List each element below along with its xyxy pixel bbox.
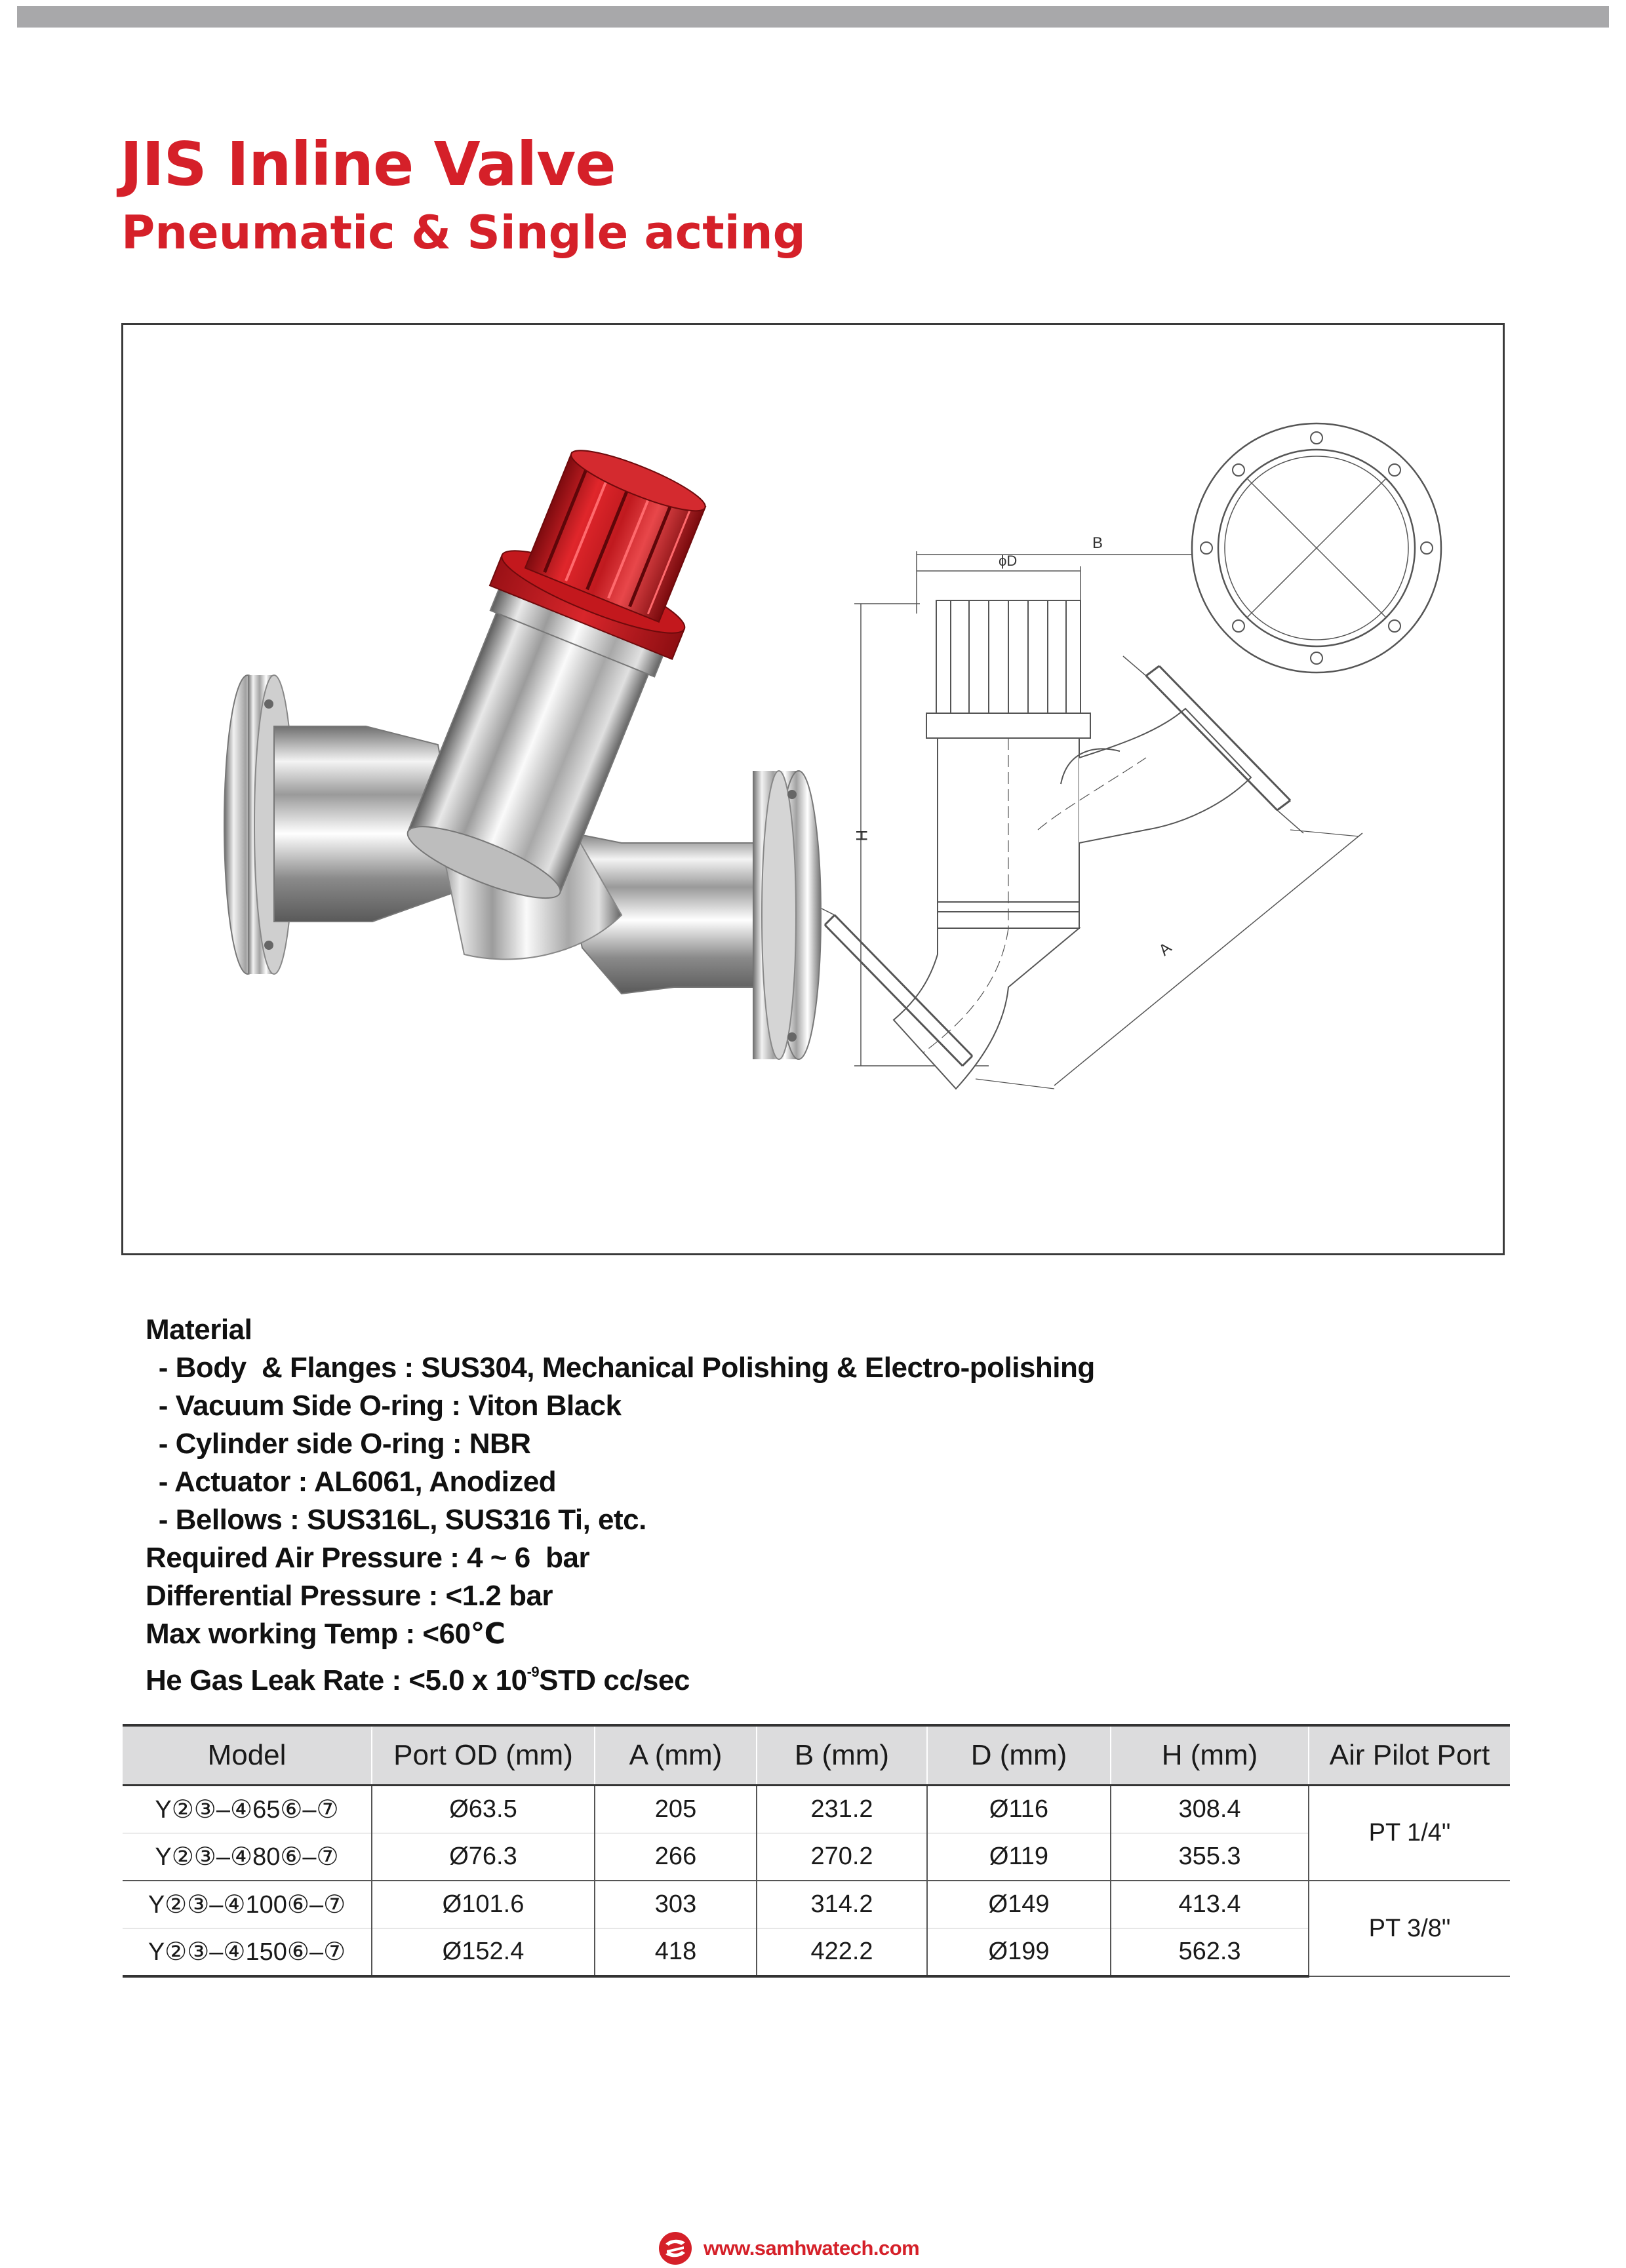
dimension-label-h: H (852, 830, 870, 842)
page-title: JIS Inline Valve (120, 129, 616, 199)
cell-a: 205 (595, 1786, 757, 1833)
dimension-label-a: A (1155, 939, 1176, 960)
top-header-bar (17, 6, 1609, 28)
cell-b: 314.2 (757, 1881, 927, 1928)
page-footer (658, 2229, 919, 2268)
cell-d: Ø116 (927, 1786, 1111, 1833)
table-header-row (123, 1725, 1510, 1786)
spec-differential-pressure: Differential Pressure : <1.2 bar (146, 1580, 553, 1612)
cell-air-pilot-port: PT 3/8" (1309, 1881, 1510, 1976)
valve-figure-svg (123, 325, 1507, 1257)
leak-rate-prefix: He Gas Leak Rate : <5.0 x 10 (146, 1664, 527, 1696)
cell-h: 413.4 (1111, 1881, 1309, 1928)
cell-a: 418 (595, 1928, 757, 1977)
cell-b: 422.2 (757, 1928, 927, 1977)
leak-rate-exponent: -9 (526, 1664, 540, 1680)
table-row (123, 1881, 1510, 1928)
cell-port-od: Ø76.3 (372, 1833, 595, 1881)
header-d: D (mm) (927, 1725, 1111, 1786)
website-link[interactable]: www.samhwatech.com (704, 2237, 920, 2259)
cell-port-od: Ø101.6 (372, 1881, 595, 1928)
samhwa-logo-icon (658, 2231, 693, 2266)
model-dimensions-table (123, 1724, 1510, 1978)
valve-photo (224, 431, 821, 1059)
header-b: B (mm) (757, 1725, 927, 1786)
spec-bellows: - Bellows : SUS316L, SUS316 Ti, etc. (151, 1504, 646, 1536)
cell-d: Ø199 (927, 1928, 1111, 1977)
spec-actuator: - Actuator : AL6061, Anodized (151, 1466, 557, 1498)
spec-vacuum-oring: - Vacuum Side O-ring : Viton Black (151, 1390, 622, 1422)
cell-a: 303 (595, 1881, 757, 1928)
cell-d: Ø119 (927, 1833, 1111, 1881)
technical-drawing (822, 423, 1441, 1089)
header-port-od: Port OD (mm) (372, 1725, 595, 1786)
cell-model: Y②③–④150⑥–⑦ (123, 1928, 372, 1977)
product-figure-frame (121, 323, 1505, 1255)
cell-air-pilot-port: PT 1/4" (1309, 1786, 1510, 1881)
cell-model: Y②③–④100⑥–⑦ (123, 1881, 372, 1928)
page-subtitle: Pneumatic & Single acting (121, 206, 806, 260)
header-air-pilot-port: Air Pilot Port (1309, 1725, 1510, 1786)
cell-a: 266 (595, 1833, 757, 1881)
cell-h: 355.3 (1111, 1833, 1309, 1881)
cell-d: Ø149 (927, 1881, 1111, 1928)
dimension-label-b: B (1092, 534, 1103, 552)
spec-max-temp: Max working Temp : <60℃ (146, 1618, 506, 1650)
header-h: H (mm) (1111, 1725, 1309, 1786)
cell-port-od: Ø152.4 (372, 1928, 595, 1977)
spec-body-flanges: - Body & Flanges : SUS304, Mechanical Polishing & Electro-polishing (151, 1352, 1095, 1384)
table-row (123, 1928, 1510, 1977)
cell-h: 562.3 (1111, 1928, 1309, 1977)
spec-cylinder-oring: - Cylinder side O-ring : NBR (151, 1428, 531, 1460)
spec-air-pressure: Required Air Pressure : 4 ~ 6 bar (146, 1542, 590, 1574)
cell-model: Y②③–④80⑥–⑦ (123, 1833, 372, 1881)
header-a: A (mm) (595, 1725, 757, 1786)
table-row (123, 1833, 1510, 1881)
right-flange (753, 771, 821, 1059)
cell-port-od: Ø63.5 (372, 1786, 595, 1833)
spec-leak-rate (146, 1653, 1095, 1696)
header-model: Model (123, 1725, 372, 1786)
cell-model: Y②③–④65⑥–⑦ (123, 1786, 372, 1833)
material-heading: Material (146, 1314, 252, 1346)
specification-list (146, 1311, 1095, 1696)
cell-h: 308.4 (1111, 1786, 1309, 1833)
dimension-label-d: ϕD (999, 553, 1018, 569)
table-row (123, 1786, 1510, 1833)
leak-rate-suffix: STD cc/sec (539, 1664, 690, 1696)
cell-b: 231.2 (757, 1786, 927, 1833)
cell-b: 270.2 (757, 1833, 927, 1881)
